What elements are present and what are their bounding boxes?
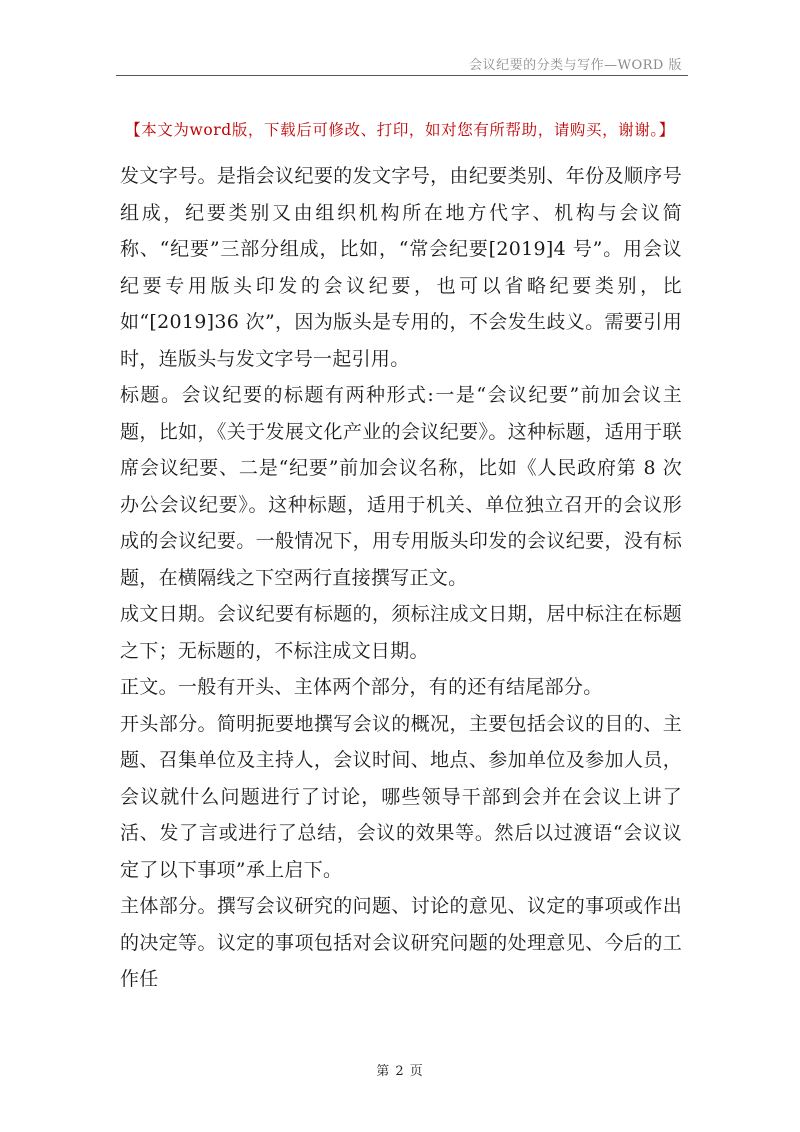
paragraph-title: 标题。会议纪要的标题有两种形式:一是“会议纪要”前加会议主题，比如，《关于发展文化产业的会议纪要》。这种标题，适用于联席会议纪要、二是“纪要”前加会议名称，比如《人民政府第 8 次办公会议纪要》。这种标题，适用于机关、单位独立召开的会议形成的会议纪要。一般情况下，用专用版头印发的会议纪要，没有标题，在横隔线之下空两行直接撰写正文。 (120, 384, 682, 589)
paragraph-main-text: 正文。一般有开头、主体两个部分，有的还有结尾部分。 (120, 676, 603, 698)
document-body (120, 158, 682, 998)
page-number: 第 2 页 (376, 1064, 424, 1079)
running-header-title: 会议纪要的分类与写作—WORD 版 (469, 58, 682, 73)
paragraph-opening: 开头部分。简明扼要地撰写会议的概况，主要包括会议的目的、主题、召集单位及主持人，会议时间、地点、参加单位及参加人员，会议就什么问题进行了讨论，哪些领导干部到会并在会议上讲了活、发了言或进行了总结，会议的效果等。然后以过渡语“会议议定了以下事项”承上启下。 (120, 712, 682, 881)
header-divider (116, 75, 688, 76)
paragraph-date: 成文日期。会议纪要有标题的，须标注成文日期，居中标注在标题之下；无标题的，不标注成文日期。 (120, 603, 682, 662)
paragraph-body: 主体部分。撰写会议研究的问题、讨论的意见、议定的事项或作出的决定等。议定的事项包括对会议研究问题的处理意见、今后的工作任 (120, 895, 682, 990)
paragraph-document-number: 发文字号。是指会议纪要的发文字号，由纪要类别、年份及顺序号组成，纪要类别又由组织机构所在地方代字、机构与会议简称、“纪要”三部分组成，比如，“常会纪要[2019]4 号”。用会议纪要专用版头印发的会议纪要，也可以省略纪要类别，比如“[2019]36 次”，因为版头是专用的，不会发生歧义。需要引用时，连版头与发文字号一起引用。 (120, 165, 682, 370)
download-notice: 【本文为word版，下载后可修改、打印，如对您有所帮助，请购买，谢谢。】 (125, 121, 675, 139)
